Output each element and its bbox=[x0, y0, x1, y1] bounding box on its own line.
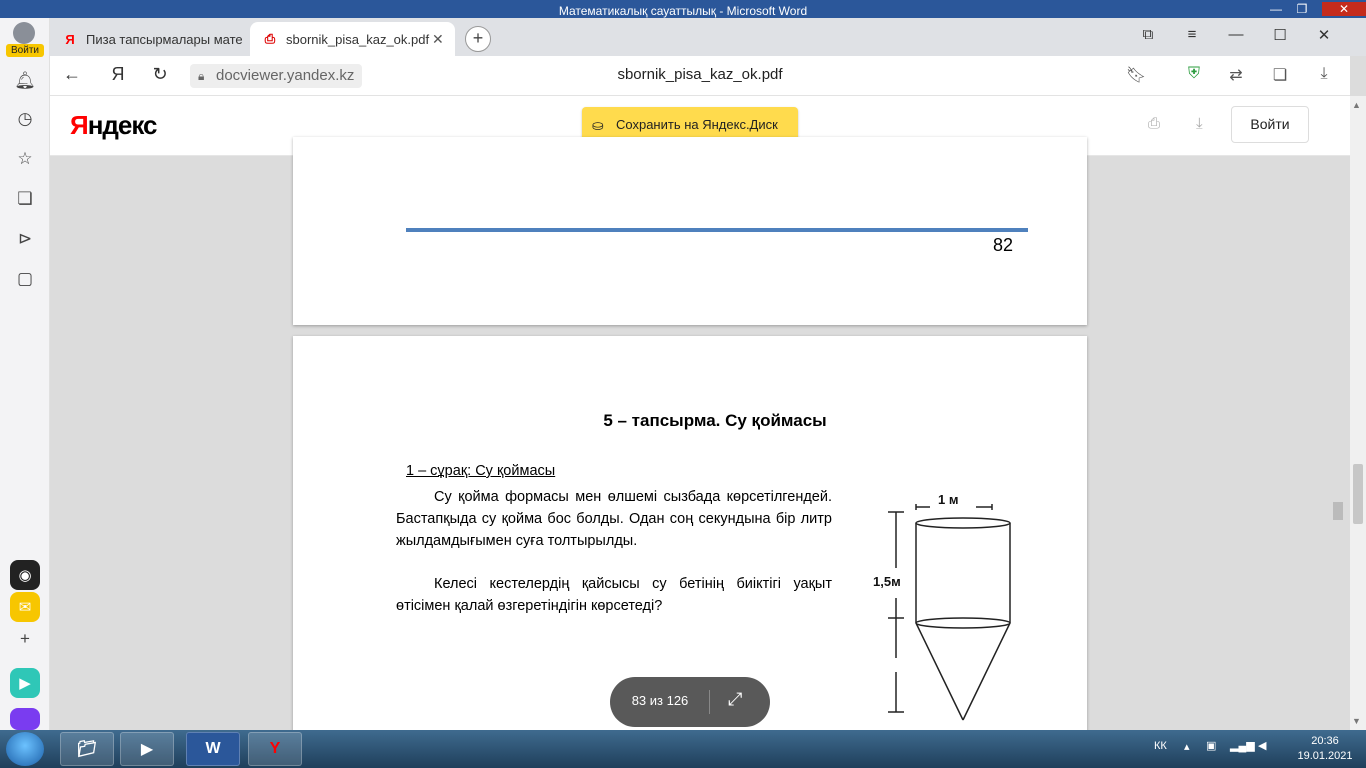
question-title: 1 – сұрақ: Су қоймасы bbox=[406, 463, 556, 479]
tab-strip bbox=[50, 18, 1366, 56]
question-paragraph-1: Су қойма формасы мен өлшемі сызбада көрсетілгендей. Бастапқыда су қойма бос болды. Одан соң секундына бір литр жылдамдығымен суға толтырылды. bbox=[396, 489, 832, 549]
word-icon[interactable]: W bbox=[186, 732, 240, 766]
question-paragraph-2: Келесі кестелердің қайсысы су бетінің биіктігі уақыт өтісімен қалай өзгеретіндігін көрсетеді? bbox=[396, 576, 832, 614]
star-icon[interactable]: ☆ bbox=[17, 149, 33, 168]
footer-rule bbox=[406, 228, 1028, 232]
close-tab-icon[interactable]: ✕ bbox=[432, 30, 444, 47]
downloads-icon[interactable]: ⤓ bbox=[1320, 65, 1328, 82]
scrollbar[interactable] bbox=[1350, 96, 1366, 730]
maximize-window-icon[interactable]: ☐ bbox=[1273, 27, 1287, 44]
task-title: 5 – тапсырма. Су қоймасы bbox=[603, 411, 827, 430]
tab-pisa[interactable] bbox=[50, 22, 245, 56]
scroll-up-icon[interactable]: ▲ bbox=[1352, 100, 1361, 110]
save-label: Сохранить на Яндекс.Диск bbox=[616, 117, 778, 132]
mail-icon[interactable]: ✉ bbox=[10, 592, 40, 622]
explorer-icon[interactable]: 📁︎ bbox=[60, 732, 114, 766]
scroll-down-icon[interactable]: ▼ bbox=[1352, 716, 1361, 726]
bell-icon[interactable]: 🔔︎ bbox=[14, 71, 36, 90]
document-viewer[interactable] bbox=[50, 157, 1350, 730]
clock-date: 19.01.2021 bbox=[1297, 750, 1353, 762]
volume-icon[interactable]: ◀ bbox=[1258, 740, 1267, 752]
alice-icon[interactable]: ◉ bbox=[10, 560, 40, 590]
close-icon[interactable]: ✕ bbox=[1322, 2, 1366, 16]
tab-manager-icon[interactable]: ⧉ bbox=[1142, 26, 1154, 43]
bookmark-icon[interactable]: 🔖︎ bbox=[1125, 67, 1147, 84]
viewer-scroll-thumb[interactable] bbox=[1333, 502, 1343, 520]
media-player-icon[interactable]: ▶ bbox=[120, 732, 174, 766]
document-page-82 bbox=[293, 137, 1087, 325]
reader-icon[interactable]: ❏ bbox=[1272, 67, 1288, 84]
language-indicator[interactable]: КК bbox=[1154, 740, 1167, 752]
restore-icon[interactable]: ❐ bbox=[1296, 2, 1308, 16]
system-clock[interactable] bbox=[1290, 734, 1360, 764]
disk-icon: ⛀ bbox=[592, 117, 604, 133]
login-button[interactable]: Войти bbox=[1231, 106, 1309, 143]
extra-app-icon[interactable] bbox=[10, 708, 40, 730]
translate-icon[interactable]: ⇄ bbox=[1229, 67, 1243, 84]
menu-icon[interactable]: ≡ bbox=[1187, 26, 1197, 43]
fullscreen-icon[interactable]: ⤢ bbox=[728, 689, 743, 709]
tank-drawing bbox=[868, 486, 1018, 726]
width-label: 1 м bbox=[938, 492, 959, 507]
browser-sidebar bbox=[0, 18, 50, 730]
lock-icon: 🔒︎ bbox=[198, 69, 205, 83]
clock-time: 20:36 bbox=[1311, 735, 1339, 747]
notes-icon[interactable]: ▢ bbox=[16, 269, 34, 288]
address-bar bbox=[50, 56, 1350, 96]
avatar[interactable] bbox=[13, 22, 35, 44]
protect-icon[interactable]: ⛨ bbox=[1187, 65, 1200, 82]
pdf-icon: ⎙ bbox=[264, 31, 276, 46]
yandex-browser-icon[interactable]: Y bbox=[248, 732, 302, 766]
add-icon[interactable]: + bbox=[20, 629, 30, 648]
back-icon[interactable]: ← bbox=[63, 64, 81, 84]
sidebar-login-badge[interactable]: Войти bbox=[6, 44, 44, 57]
domain-text: docviewer.yandex.kz bbox=[216, 67, 355, 84]
tab-pdf[interactable] bbox=[250, 22, 455, 56]
device-icon[interactable]: ▣ bbox=[1206, 740, 1217, 752]
yandex-home-icon[interactable]: Я bbox=[111, 64, 125, 84]
yandex-favicon-icon: Я bbox=[65, 31, 75, 47]
reload-icon[interactable]: ↻ bbox=[152, 64, 168, 84]
tab-label: Пиза тапсырмалары мате bbox=[86, 31, 243, 47]
print-icon[interactable]: ⎙ bbox=[1148, 115, 1161, 132]
word-window-title: Математикалық сауаттылық - Microsoft Word bbox=[558, 4, 808, 18]
tab-label: sbornik_pisa_kaz_ok.pdf bbox=[286, 31, 430, 47]
signal-icon[interactable]: ▂▄▆ bbox=[1230, 740, 1255, 752]
taskbar bbox=[0, 730, 1366, 768]
play-icon[interactable]: ⊳ bbox=[17, 229, 33, 248]
history-icon[interactable]: ◷ bbox=[17, 109, 33, 128]
scrollbar-thumb[interactable] bbox=[1353, 464, 1363, 524]
page-counter bbox=[610, 677, 770, 727]
page-counter-text: 83 из 126 bbox=[631, 693, 689, 708]
yandex-logo[interactable]: Яндекс bbox=[70, 110, 157, 140]
minimize-icon[interactable]: — bbox=[1270, 2, 1282, 16]
close-window-icon[interactable]: ✕ bbox=[1317, 27, 1331, 44]
start-button[interactable] bbox=[6, 732, 44, 766]
send-icon[interactable]: ▶ bbox=[10, 668, 40, 698]
page-number: 82 bbox=[993, 235, 1014, 255]
page-name[interactable]: sbornik_pisa_kaz_ok.pdf bbox=[617, 66, 783, 83]
tank-figure bbox=[868, 486, 1018, 726]
pager-divider bbox=[709, 690, 710, 714]
minimize-window-icon[interactable]: — bbox=[1228, 26, 1244, 43]
download-icon[interactable]: ⤓ bbox=[1196, 115, 1203, 132]
collections-icon[interactable]: ❏ bbox=[17, 189, 33, 208]
tray-expand-icon[interactable]: ▴ bbox=[1184, 741, 1190, 753]
height-label: 1,5м bbox=[873, 574, 901, 589]
new-tab-button[interactable]: + bbox=[465, 26, 491, 52]
